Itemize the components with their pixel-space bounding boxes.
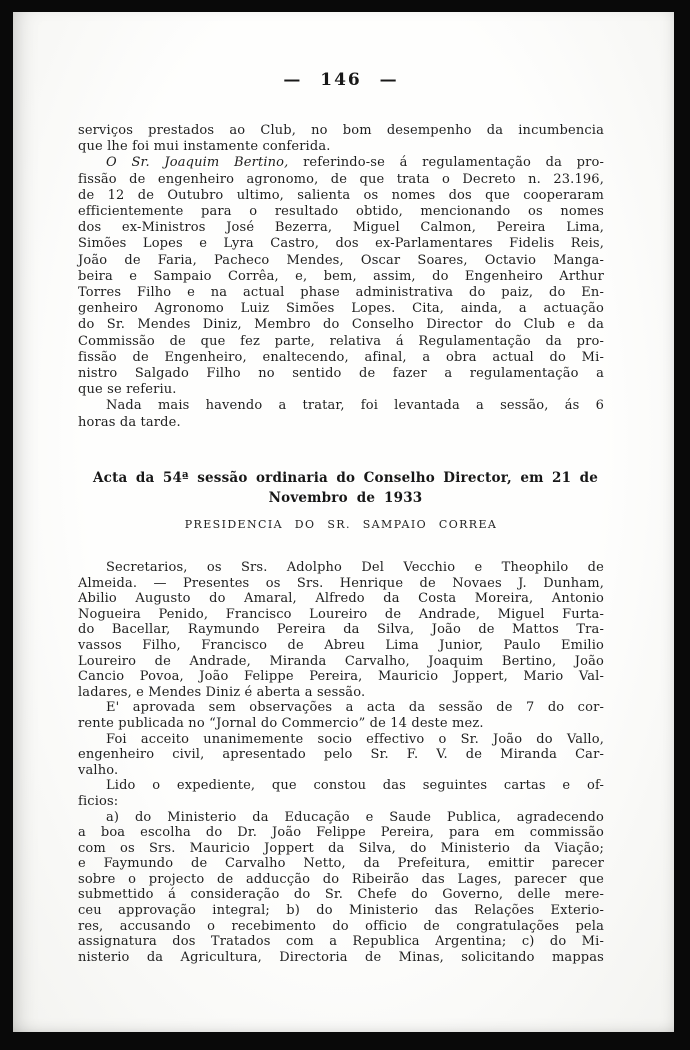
paragraph	[78, 810, 604, 966]
text-line: efficientemente para o resultado obtido, mencionando os nomes	[78, 204, 604, 220]
previous-minutes-text	[78, 123, 604, 431]
text-run: referindo-se á regulamentação da pro-	[288, 155, 604, 171]
text-line: serviços prestados ao Club, no bom desempenho da incumbencia	[78, 123, 604, 138]
text-line: Secretarios, os Srs. Adolpho Del Vecchio e Theophilo de	[106, 560, 604, 575]
text-line: Nada mais havendo a tratar, foi levantada a sessão, ás 6	[106, 398, 604, 414]
text-line: engenheiro civil, apresentado pelo Sr. F. V. de Miranda Car-	[78, 747, 604, 763]
text-line: Loureiro de Andrade, Miranda Carvalho, Joaquim Bertino, João	[78, 653, 604, 669]
text-line: de 12 de Outubro ultimo, salienta os nomes dos que cooperaram	[78, 187, 604, 203]
paragraph	[78, 398, 604, 430]
text-line: ficios:	[78, 793, 119, 809]
text-line	[78, 155, 604, 171]
text-line: com os Srs. Mauricio Joppert da Silva, do Ministerio da Viação;	[78, 840, 604, 856]
page-number: — 146 —	[283, 70, 399, 90]
heading-line: Novembro de 1933	[268, 490, 423, 506]
text-line: Foi acceito unanimemente socio effectivo o Sr. João do Vallo,	[106, 731, 604, 747]
text-line: nisterio da Agricultura, Directoria de Minas, solicitando mappas	[78, 949, 604, 965]
text-line: Torres Filho e na actual phase administrativa do paiz, do En-	[78, 285, 604, 301]
paragraph	[78, 778, 604, 809]
text-line: genheiro Agronomo Luiz Simões Lopes. Cita, ainda, a actuação	[78, 301, 604, 317]
text-line: vassos Filho, Francisco de Abreu Lima Junior, Paulo Emilio	[78, 637, 604, 653]
text-line: do Sr. Mendes Diniz, Membro do Conselho Director do Club e da	[78, 317, 604, 333]
minutes-body	[78, 560, 604, 965]
text-line: que se referiu.	[78, 382, 177, 398]
text-line: rente publicada no “Jornal do Commercio” de 14 deste mez.	[78, 715, 484, 731]
paragraph	[78, 732, 604, 779]
paragraph	[78, 123, 604, 155]
text-line: beira e Sampaio Corrêa, e, bem, assim, do Engenheiro Arthur	[78, 268, 604, 284]
text-line: sobre o projecto de adducção do Ribeirão das Lages, parecer que	[78, 871, 604, 887]
text-line: Simões Lopes e Lyra Castro, dos ex-Parlamentares Fidelis Reis,	[78, 236, 604, 252]
text-line: res, accusando o recebimento do officio de congratulações pela	[78, 918, 604, 934]
text-line: a) do Ministerio da Educação e Saude Publica, agradecendo	[106, 809, 604, 825]
text-line: submettido á consideração do Sr. Chefe do Governo, delle mere-	[78, 887, 604, 903]
text-line: Lido o expediente, que constou das seguintes cartas e of-	[106, 778, 604, 794]
speaker-name: O Sr. Joaquim Bertino,	[106, 155, 289, 171]
text-line: Almeida. — Presentes os Srs. Henrique de Novaes J. Dunham,	[78, 575, 604, 591]
text-line: Nogueira Penido, Francisco Loureiro de Andrade, Miguel Furta-	[78, 606, 604, 622]
paragraph	[78, 560, 604, 700]
text-line: Commissão de que fez parte, relativa á Regulamentação da pro-	[78, 333, 604, 349]
text-line: horas da tarde.	[78, 414, 181, 430]
section-heading	[93, 468, 598, 508]
paragraph	[78, 155, 604, 398]
text-line: fissão de engenheiro agronomo, de que trata o Decreto n. 23.196,	[78, 171, 604, 187]
text-line: ladares, e Mendes Diniz é aberta a sessão.	[78, 684, 366, 700]
text-line: Cancio Povoa, João Felippe Pereira, Mauricio Joppert, Mario Val-	[78, 669, 604, 685]
text-line: dos ex-Ministros José Bezerra, Miguel Calmon, Pereira Lima,	[78, 220, 604, 236]
text-line: assignatura dos Tratados com a Republica Argentina; c) do Mi-	[78, 934, 604, 950]
text-line: ceu approvação integral; b) do Ministerio das Relações Exterio-	[78, 903, 604, 919]
presidency-line: PRESIDENCIA DO SR. SAMPAIO CORREA	[184, 518, 498, 531]
text-line: E' aprovada sem observações a acta da sessão de 7 do cor-	[106, 700, 604, 716]
text-line: Abilio Augusto do Amaral, Alfredo da Costa Moreira, Antonio	[78, 591, 604, 607]
text-line: que lhe foi mui instamente conferida.	[78, 139, 331, 155]
text-line: João de Faria, Pacheco Mendes, Oscar Soares, Octavio Manga-	[78, 252, 604, 268]
text-line: e Faymundo de Carvalho Netto, da Prefeitura, emittir parecer	[78, 856, 604, 872]
text-line: nistro Salgado Filho no sentido de fazer a regulamentação a	[78, 366, 604, 382]
text-line: a boa escolha do Dr. João Felippe Pereira, para em commissão	[78, 825, 604, 841]
document-page	[13, 12, 674, 1032]
text-line: do Bacellar, Raymundo Pereira da Silva, João de Mattos Tra-	[78, 622, 604, 638]
heading-line: Acta da 54ª sessão ordinaria do Conselho Director, em 21 de	[93, 470, 598, 486]
text-line: fissão de Engenheiro, enaltecendo, afinal, a obra actual do Mi-	[78, 349, 604, 365]
text-line: valho.	[78, 762, 119, 778]
paragraph	[78, 700, 604, 731]
